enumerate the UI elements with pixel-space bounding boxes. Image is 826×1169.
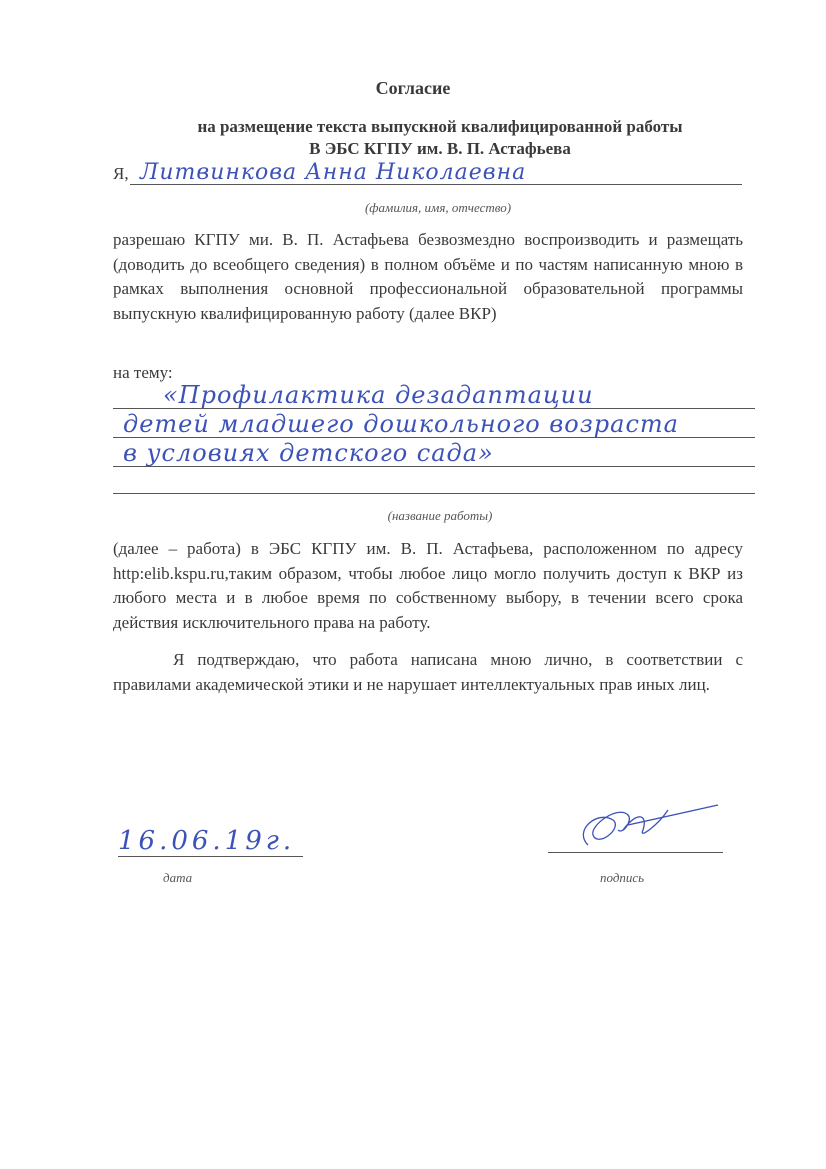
topic-label: на тему:: [113, 363, 173, 382]
topic-line-3: в условиях детского сада»: [113, 438, 755, 467]
document-subtitle: [100, 116, 780, 160]
name-prefix: Я,: [113, 164, 129, 183]
topic-line-4: [113, 467, 755, 494]
date-field: [118, 826, 303, 857]
signature-field: [548, 820, 723, 853]
topic-line-2: детей младшего дошкольного возраста: [113, 409, 755, 438]
date-value: 16.06.19г.: [118, 826, 296, 856]
signature-caption: подпись: [600, 870, 645, 885]
subtitle-line-1: на размещение текста выпускной квалифицированной работы: [197, 117, 683, 136]
date-caption: дата: [163, 870, 193, 885]
topic-field: [113, 380, 755, 494]
signature-image: [568, 790, 743, 850]
subtitle-line-2: В ЭБС КГПУ им. В. П. Астафьева: [309, 139, 571, 158]
name-caption: (фамилия, имя, отчество): [364, 200, 512, 215]
topic-caption: (название работы): [387, 508, 493, 523]
document-title: Согласие: [375, 78, 451, 98]
confirmation-paragraph: Я подтверждаю, что работа написана мною лично, в соответствии с правилами академической этики и не нарушает интеллектуальных прав иных лиц.: [113, 650, 743, 694]
terms-paragraph: (далее – работа) в ЭБС КГПУ им. В. П. Астафьева, расположенном по адресу http:elib.kspu.ru,таким образом, чтобы любое лицо могло получить доступ к ВКР из любого места и в любое время по собственному выбору, в течении всего срока действия исключительного права на работу.: [113, 539, 743, 632]
consent-paragraph: разрешаю КГПУ ми. В. П. Астафьева безвозмездно воспроизводить и размещать (доводить до всеобщего сведения) в полном объёме и по частям написанную мною в рамках выполнения основной профессиональной образовательной программы выпускную квалифицированную работу (далее ВКР): [113, 230, 743, 323]
topic-line-1: «Профилактика дезадаптации: [113, 380, 755, 409]
name-value: Литвинкова Анна Николаевна: [140, 160, 527, 185]
name-field: [130, 160, 742, 185]
